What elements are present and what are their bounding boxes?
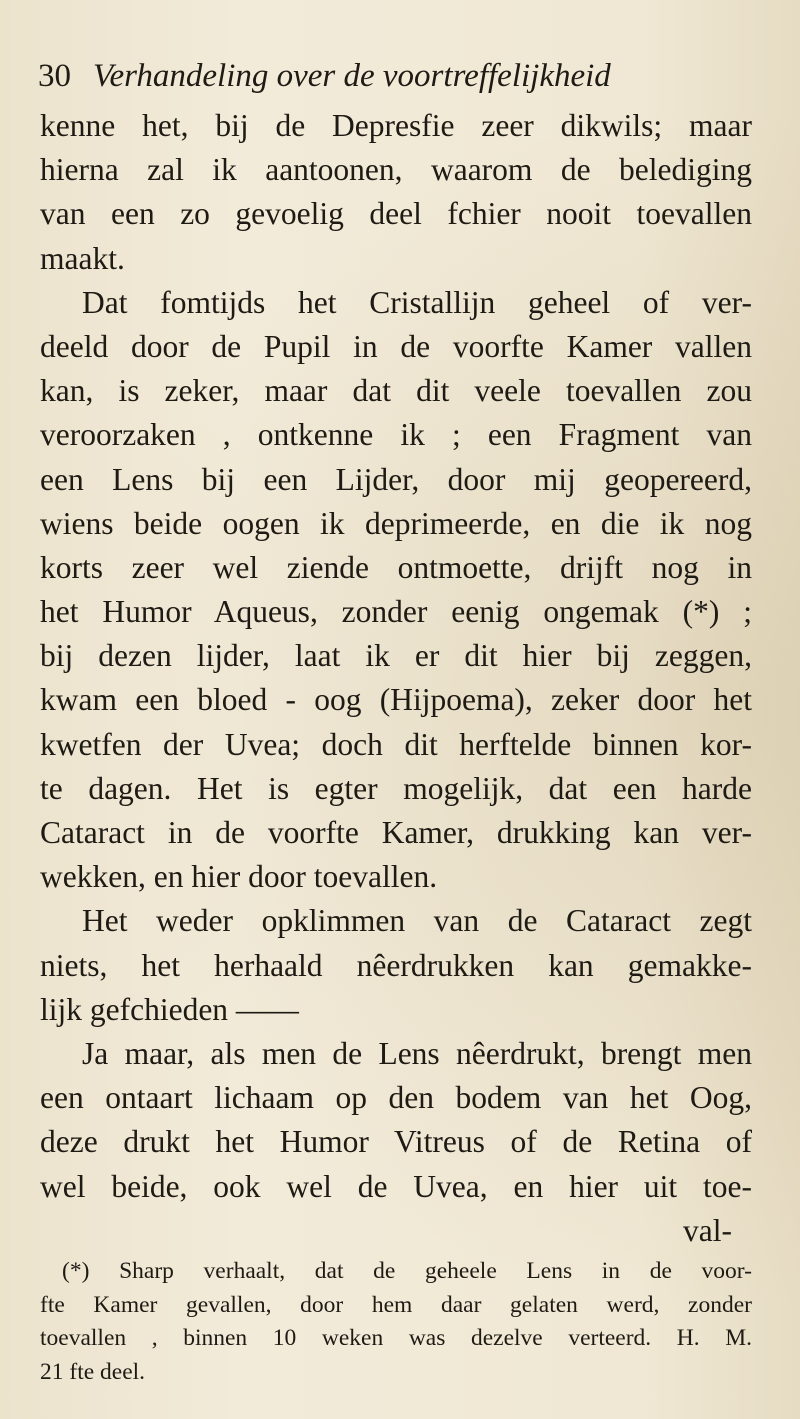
text-line: te dagen. Het is egter mogelijk, dat een harde	[40, 770, 752, 806]
text-line: wel beide, ook wel de Uvea, en hier uit toe-	[40, 1168, 752, 1204]
text-line: lijk gefchieden ——	[40, 991, 299, 1027]
text-line: maakt.	[40, 240, 125, 276]
text-line: een ontaart lichaam op den bodem van het Oog,	[40, 1080, 752, 1116]
text-line: niets, het herhaald nêerdrukken kan gemakke-	[40, 947, 752, 983]
text-line: wiens beide oogen ik deprimeerde, en die ik nog	[40, 505, 752, 541]
text-line: van een zo gevoelig deel fchier nooit toevallen	[40, 196, 752, 232]
text-line: hierna zal ik aantoonen, waarom de belediging	[40, 152, 752, 188]
footnote-line: fte Kamer gevallen, door hem daar gelaten werd, zonder	[40, 1291, 752, 1318]
text-line: kwetfen der Uvea; doch dit herftelde binnen kor-	[40, 726, 752, 762]
catchword: val-	[683, 1212, 732, 1248]
text-line: deze drukt het Humor Vitreus of de Retina of	[40, 1124, 752, 1160]
footnote	[40, 1255, 752, 1389]
text-line: korts zeer wel ziende ontmoette, drijft nog in	[40, 549, 752, 585]
text-line: wekken, en hier door toevallen.	[40, 859, 438, 895]
body-text	[40, 104, 752, 1253]
text-line: Het weder opklimmen van de Cataract zegt	[82, 903, 752, 939]
text-line: kwam een bloed - oog (Hijpoema), zeker door het	[40, 682, 752, 718]
text-line: veroorzaken , ontkenne ik ; een Fragment van	[40, 417, 752, 453]
text-line: Ja maar, als men de Lens nêerdrukt, brengt men	[82, 1035, 752, 1071]
text-line: een Lens bij een Lijder, door mij geopereerd,	[40, 461, 752, 497]
text-line: kan, is zeker, maar dat dit veele toevallen zou	[40, 373, 752, 409]
text-line: Dat fomtijds het Cristallijn geheel of ver-	[82, 284, 752, 320]
page-header	[38, 52, 738, 100]
footnote-line: 21 fte deel.	[40, 1358, 146, 1385]
running-title: Verhandeling over de voortreffelijkheid	[93, 58, 611, 94]
text-line: bij dezen lijder, laat ik er dit hier bij zeggen,	[40, 638, 752, 674]
footnote-line: toevallen , binnen 10 weken was dezelve verteerd. H. M.	[40, 1325, 752, 1351]
footnote-line: (*) Sharp verhaalt, dat de geheele Lens in de voor-	[62, 1258, 752, 1284]
text-line: kenne het, bij de Depresfie zeer dikwils; maar	[40, 108, 752, 143]
page-number: 30	[38, 58, 71, 94]
text-line: het Humor Aqueus, zonder eenig ongemak (*) ;	[40, 594, 752, 630]
text-line: deeld door de Pupil in de voorfte Kamer vallen	[40, 328, 752, 364]
text-line: Cataract in de voorfte Kamer, drukking kan ver-	[40, 815, 752, 850]
